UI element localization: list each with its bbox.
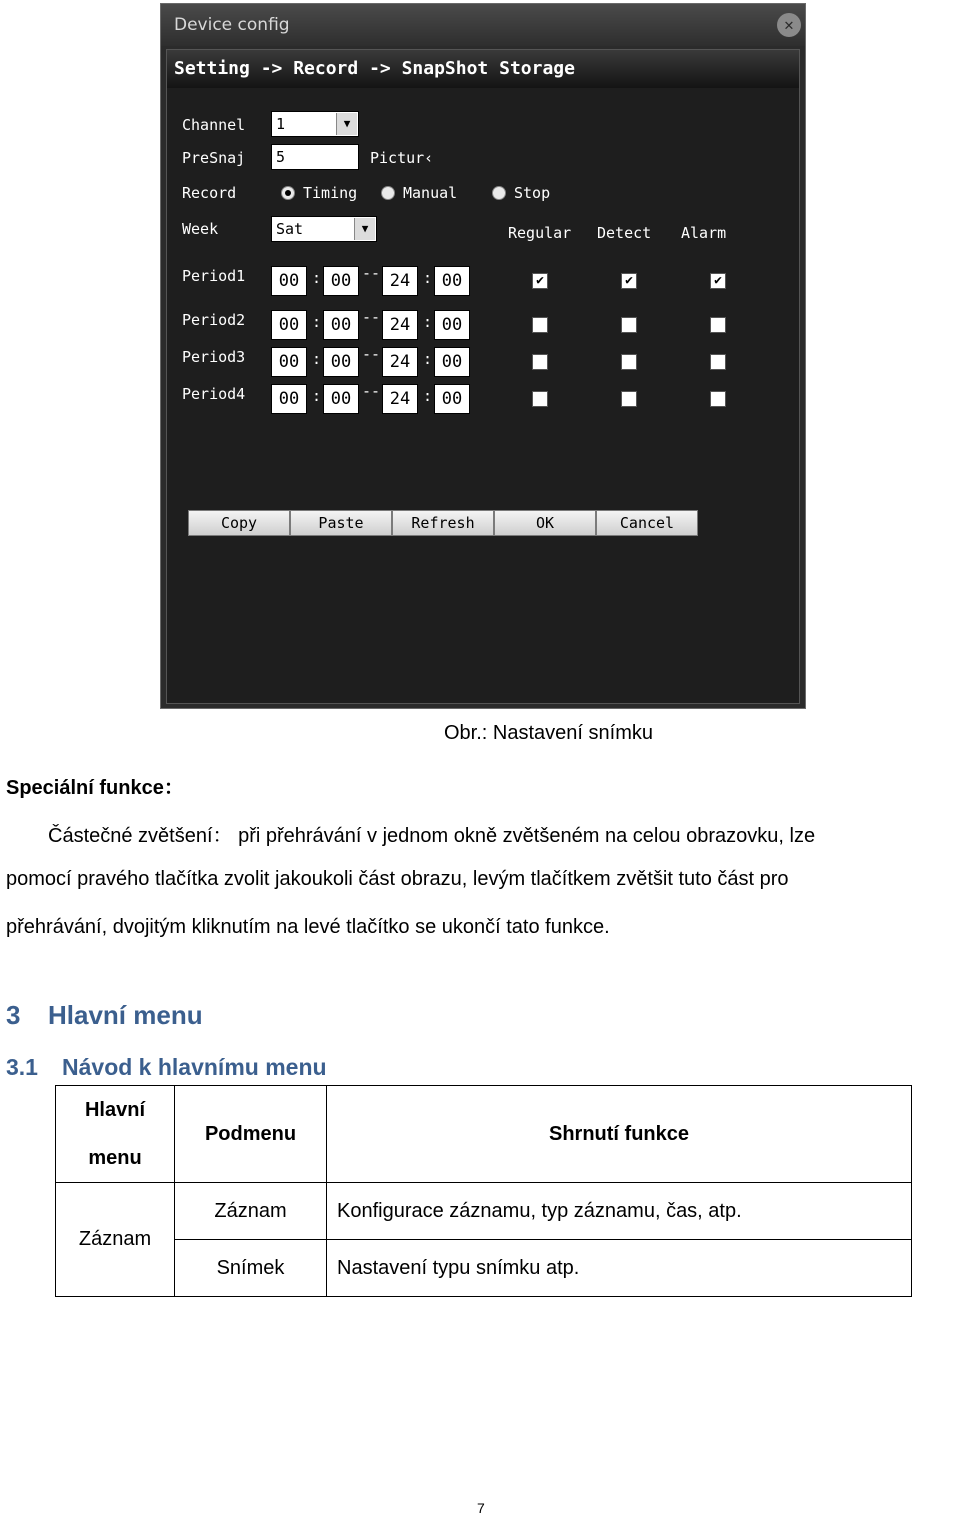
end-hour-input[interactable]: 24	[382, 384, 418, 414]
end-hour-input[interactable]: 24	[382, 347, 418, 377]
ok-button[interactable]: OK	[494, 510, 596, 536]
col-header-regular: Regular	[508, 224, 572, 242]
page-number: 7	[477, 1500, 485, 1516]
col-header-detect: Detect	[597, 224, 652, 242]
stop-label: Stop	[514, 184, 551, 202]
checkbox-detect[interactable]	[621, 354, 637, 370]
dialog-body	[166, 49, 800, 704]
presnap-label: PreSnaj	[182, 149, 246, 167]
period-label: Period2	[182, 311, 246, 329]
breadcrumb: Setting -> Record -> SnapShot Storage	[167, 50, 799, 88]
time-separator: :	[312, 387, 322, 405]
paste-button[interactable]: Paste	[290, 510, 392, 536]
summary-cell: Nastavení typu snímku atp.	[327, 1240, 912, 1297]
checkbox-regular[interactable]	[532, 354, 548, 370]
checkbox-detect[interactable]: ✔	[621, 273, 637, 289]
header-main-menu	[56, 1086, 175, 1183]
period-label: Period1	[182, 267, 246, 285]
checkbox-regular[interactable]	[532, 317, 548, 333]
table-header-row	[56, 1086, 912, 1183]
time-separator: :	[423, 313, 433, 331]
header-main-line2: menu	[88, 1147, 142, 1169]
end-minute-input[interactable]: 00	[434, 347, 470, 377]
week-value: Sat	[276, 220, 304, 238]
summary-cell: Konfigurace záznamu, typ záznamu, čas, atp.	[327, 1183, 912, 1240]
radio-stop[interactable]	[492, 186, 506, 200]
start-hour-input[interactable]: 00	[271, 347, 307, 377]
period-label: Period4	[182, 385, 246, 403]
time-separator: :	[312, 350, 322, 368]
col-header-alarm: Alarm	[681, 224, 727, 242]
table-row	[56, 1183, 912, 1240]
header-submenu: Podmenu	[175, 1086, 327, 1183]
chevron-down-icon: ▼	[354, 218, 375, 240]
checkbox-alarm[interactable]	[710, 317, 726, 333]
channel-label: Channel	[182, 116, 246, 134]
start-minute-input[interactable]: 00	[323, 347, 359, 377]
menu-table	[55, 1085, 912, 1297]
time-separator: :	[312, 269, 322, 287]
picture-label: Pictur‹	[370, 149, 434, 167]
time-separator: :	[423, 269, 433, 287]
copy-button[interactable]: Copy	[188, 510, 290, 536]
chevron-down-icon: ▼	[336, 113, 357, 135]
refresh-button[interactable]: Refresh	[392, 510, 494, 536]
subsection-title: Návod k hlavnímu menu	[62, 1054, 327, 1080]
week-label: Week	[182, 220, 219, 238]
header-summary: Shrnutí funkce	[327, 1086, 912, 1183]
paragraph-line-1: Částečné zvětšení： při přehrávání v jednom okně zvětšeném na celou obrazovku, lze	[48, 825, 816, 847]
range-separator: --	[362, 345, 381, 363]
paragraph-line-3: přehrávání, dvojitým kliknutím na levé tlačítko se ukončí tato funkce.	[6, 916, 610, 938]
checkbox-alarm[interactable]	[710, 354, 726, 370]
checkbox-detect[interactable]	[621, 391, 637, 407]
end-minute-input[interactable]: 00	[434, 384, 470, 414]
start-hour-input[interactable]: 00	[271, 266, 307, 296]
special-functions-heading: Speciální funkce：	[6, 777, 184, 799]
paragraph-line-2: pomocí pravého tlačítka zvolit jakoukoli část obrazu, levým tlačítkem zvětšit tuto část pro	[6, 868, 789, 890]
radio-manual[interactable]	[381, 186, 395, 200]
submenu-cell: Snímek	[175, 1240, 327, 1297]
subsection-heading	[6, 1054, 327, 1081]
dialog-title: Device config	[161, 4, 805, 46]
subsection-number: 3.1	[6, 1054, 38, 1080]
start-hour-input[interactable]: 00	[271, 310, 307, 340]
section-number: 3	[6, 1000, 21, 1030]
manual-label: Manual	[403, 184, 458, 202]
main-menu-cell: Záznam	[56, 1183, 175, 1297]
end-minute-input[interactable]: 00	[434, 266, 470, 296]
submenu-cell: Záznam	[175, 1183, 327, 1240]
figure-caption: Obr.: Nastavení snímku	[444, 722, 653, 744]
timing-label: Timing	[303, 184, 358, 202]
checkbox-alarm[interactable]	[710, 391, 726, 407]
section-heading	[6, 1000, 203, 1031]
presnap-input[interactable]: 5	[271, 144, 359, 170]
time-separator: :	[423, 350, 433, 368]
cancel-button[interactable]: Cancel	[596, 510, 698, 536]
start-minute-input[interactable]: 00	[323, 310, 359, 340]
table-row	[56, 1240, 912, 1297]
channel-select[interactable]	[271, 111, 359, 137]
week-select[interactable]	[271, 216, 377, 242]
header-main-line1: Hlavní	[84, 1099, 146, 1121]
period-label: Period3	[182, 348, 246, 366]
checkbox-regular[interactable]: ✔	[532, 273, 548, 289]
range-separator: --	[362, 264, 381, 282]
time-separator: :	[312, 313, 322, 331]
device-config-dialog	[160, 3, 806, 709]
close-icon[interactable]: ✕	[777, 13, 801, 37]
checkbox-detect[interactable]	[621, 317, 637, 333]
record-label: Record	[182, 184, 237, 202]
start-minute-input[interactable]: 00	[323, 266, 359, 296]
checkbox-alarm[interactable]: ✔	[710, 273, 726, 289]
start-minute-input[interactable]: 00	[323, 384, 359, 414]
radio-timing[interactable]	[281, 186, 295, 200]
time-separator: :	[423, 387, 433, 405]
start-hour-input[interactable]: 00	[271, 384, 307, 414]
button-row	[188, 510, 698, 536]
checkbox-regular[interactable]	[532, 391, 548, 407]
end-hour-input[interactable]: 24	[382, 310, 418, 340]
section-title: Hlavní menu	[48, 1000, 203, 1030]
end-hour-input[interactable]: 24	[382, 266, 418, 296]
range-separator: --	[362, 382, 381, 400]
channel-value: 1	[276, 115, 286, 133]
end-minute-input[interactable]: 00	[434, 310, 470, 340]
range-separator: --	[362, 308, 381, 326]
